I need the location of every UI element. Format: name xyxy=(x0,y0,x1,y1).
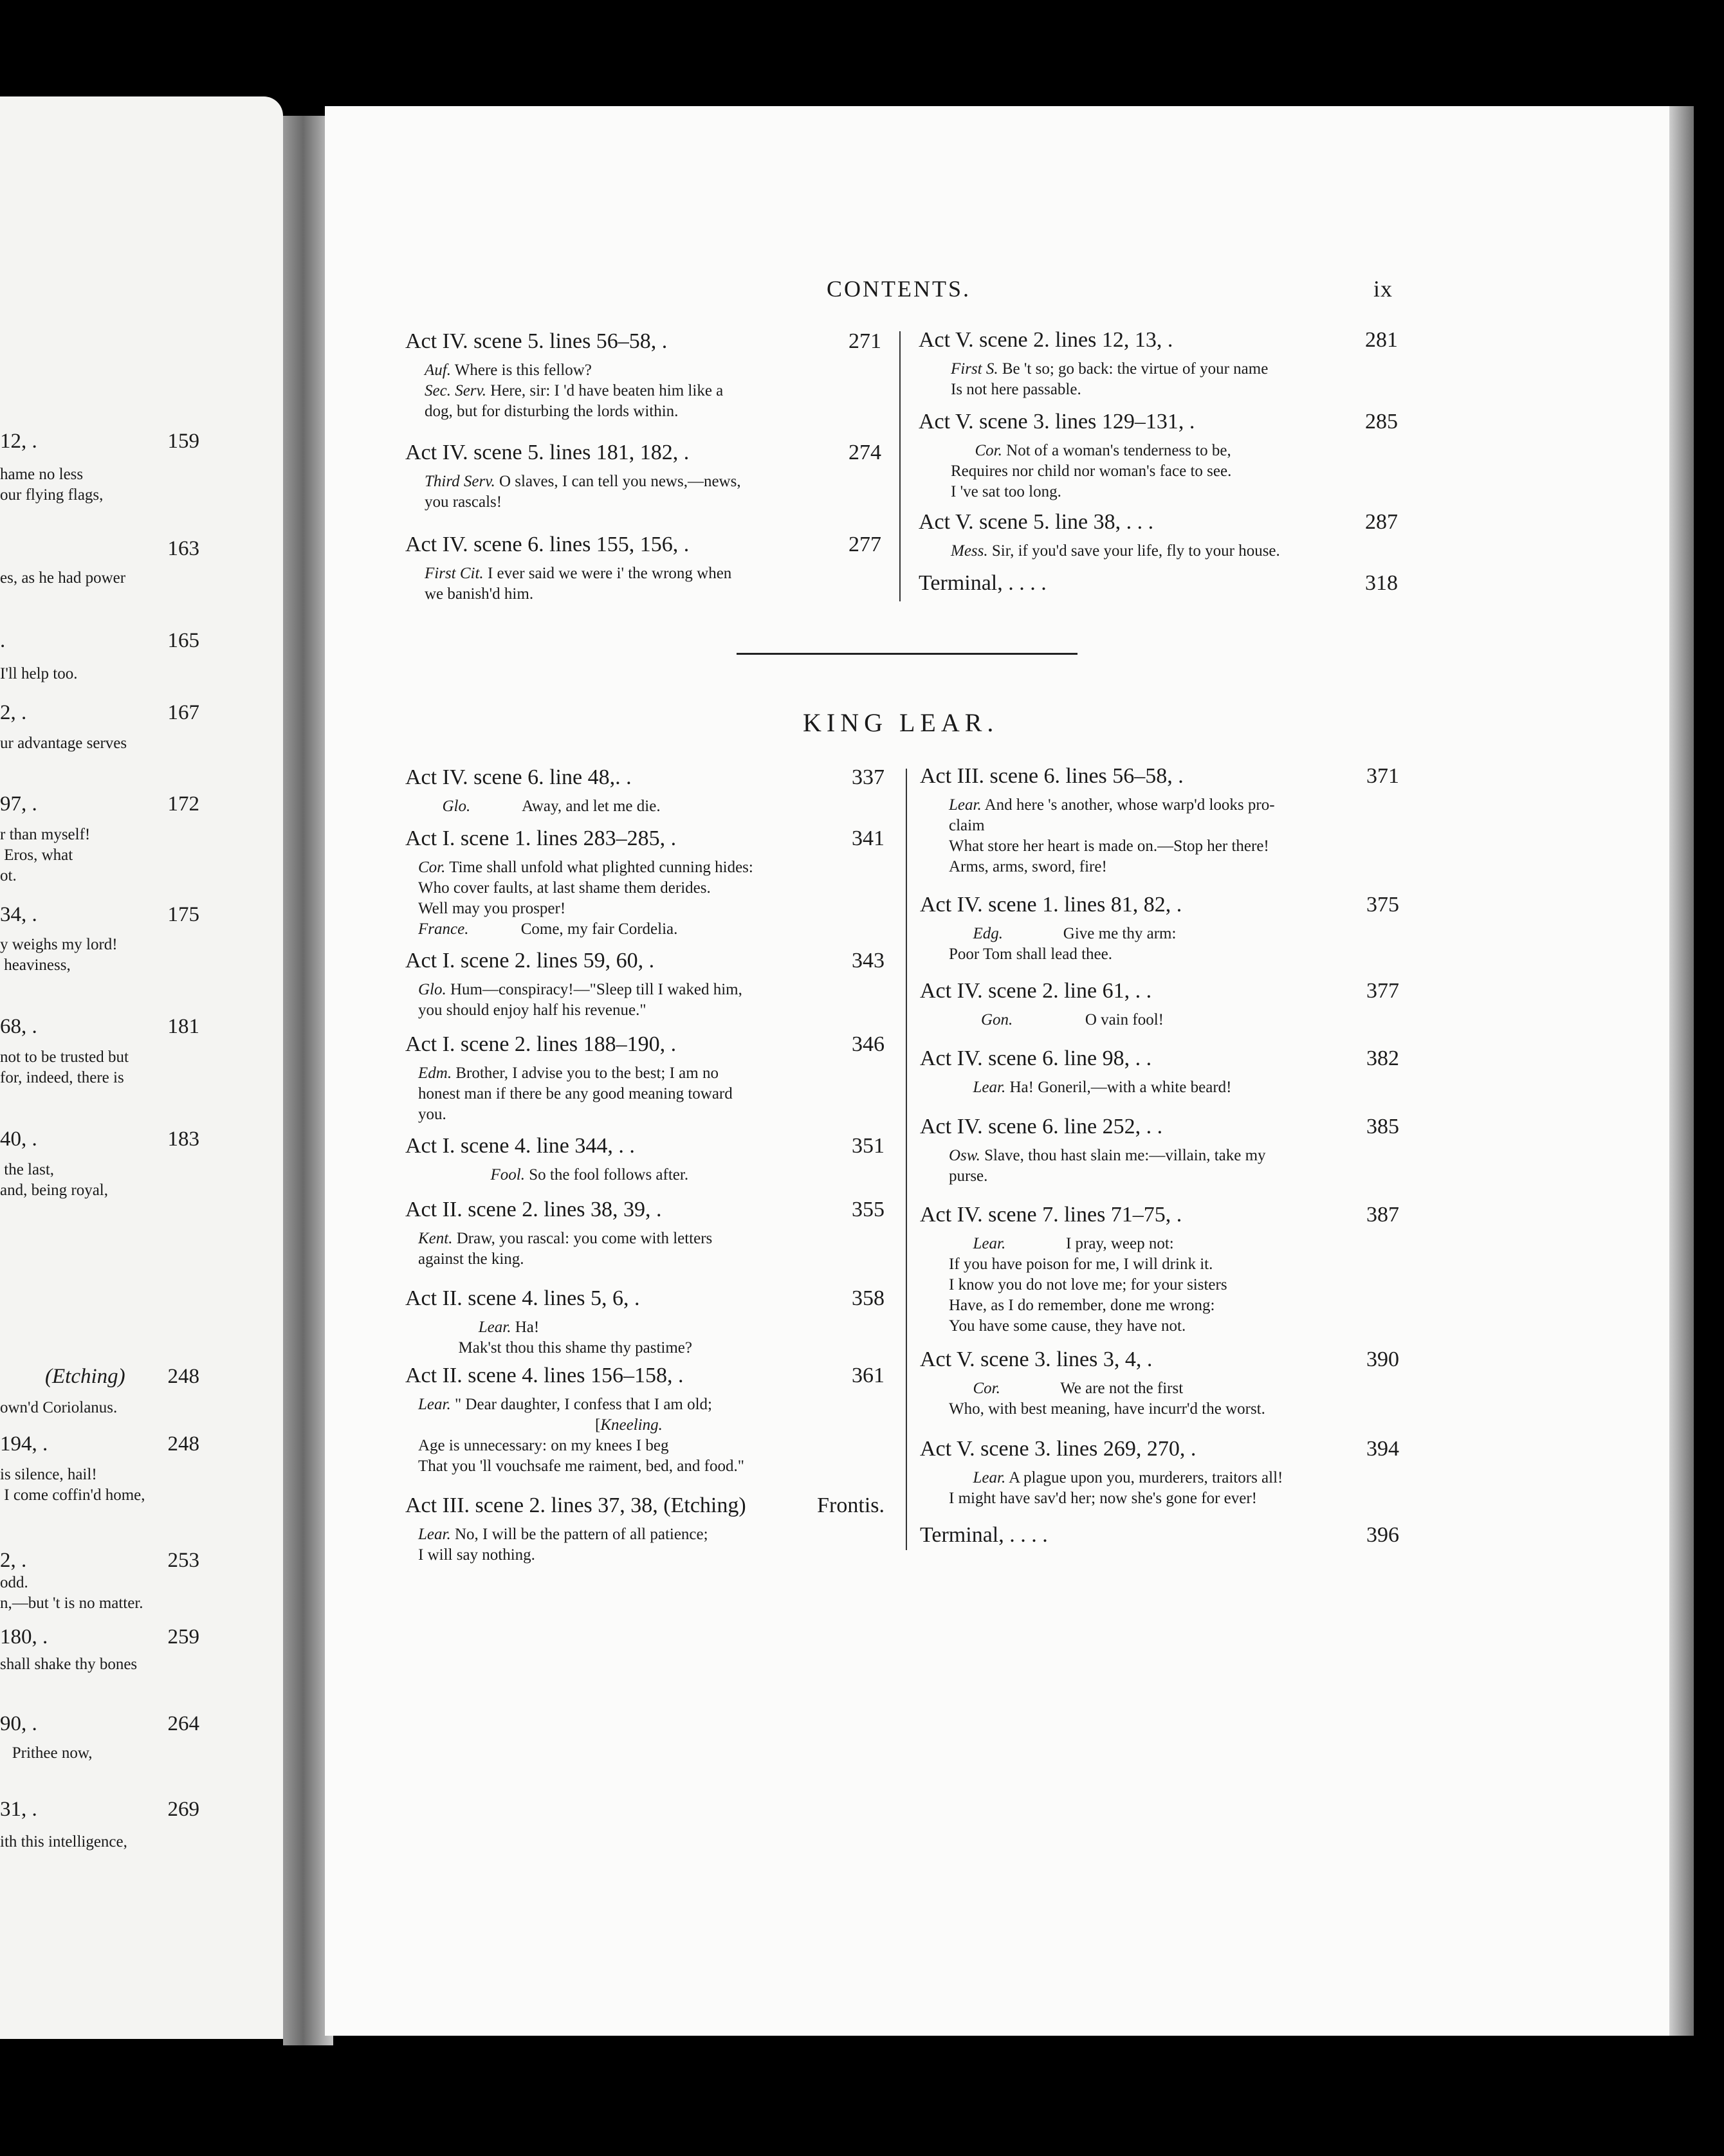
entry-quote: Lear. " Dear daughter, I confess that I am old; [Kneeling. Age is unnecessary: on my knees I beg That you 'll vouchsafe me raiment, bed, and food." xyxy=(418,1396,744,1475)
entry-title: 90, . xyxy=(0,1712,37,1735)
entry-title: 31, . xyxy=(0,1798,37,1821)
entry-title: Act IV. scene 5. lines 56–58, . xyxy=(405,329,668,353)
entry-page: 382 xyxy=(1366,1046,1399,1070)
entry-page: 281 xyxy=(1365,328,1398,352)
left-page-quote: odd. n,—but 't is no matter. xyxy=(0,1574,143,1612)
entry-quote: Cor. Not of a woman's tenderness to be, Requires nor child nor woman's face to see. I 've sat too long. xyxy=(951,442,1232,500)
entry-page: 181 xyxy=(167,1015,199,1038)
entry-title: Act IV. scene 7. lines 71–75, . xyxy=(920,1203,1182,1227)
entry-title: 2, . xyxy=(0,701,27,724)
section-title: KING LEAR. xyxy=(803,708,999,737)
entry-title: 12, . xyxy=(0,430,37,453)
entry-page: 167 xyxy=(167,701,199,724)
entry-title: 97, . xyxy=(0,792,37,816)
entry-page: 396 xyxy=(1366,1523,1399,1547)
entry-title: Act V. scene 3. lines 129–131, . xyxy=(919,410,1195,434)
entry-quote: Mess. Sir, if you'd save your life, fly to your house. xyxy=(951,542,1280,560)
entry-page: 277 xyxy=(848,533,881,556)
entry-page: 341 xyxy=(852,827,885,850)
left-page-quote: the last, and, being royal, xyxy=(0,1161,109,1199)
entry-page: 358 xyxy=(852,1286,885,1310)
entry-title: Act I. scene 4. line 344, . . xyxy=(405,1134,635,1158)
entry-page: 269 xyxy=(167,1798,199,1821)
entry-page: 287 xyxy=(1365,510,1398,534)
entry-quote: Osw. Slave, thou hast slain me:—villain, take my purse. xyxy=(949,1147,1266,1185)
entry-quote: Cor. Time shall unfold what plighted cunning hides: Who cover faults, at last shame them derides. Well may you prosper! France. Come, my fair Cordelia. xyxy=(418,859,753,938)
entry-page: 175 xyxy=(167,903,199,926)
entry-page: 274 xyxy=(848,441,881,464)
entry-quote: Cor. We are not the first Who, with best meaning, have incurr'd the worst. xyxy=(949,1380,1265,1418)
entry-title: Act IV. scene 1. lines 81, 82, . xyxy=(920,893,1182,917)
entry-page: 337 xyxy=(852,765,885,789)
entry-page: 285 xyxy=(1365,410,1398,434)
entry-quote: Fool. So the fool follows after. xyxy=(490,1166,689,1183)
entry-title: Act II. scene 4. lines 5, 6, . xyxy=(405,1286,640,1310)
entry-title: Act IV. scene 6. line 48,. . xyxy=(405,765,632,789)
entry-title: Act IV. scene 6. line 252, . . xyxy=(920,1115,1163,1138)
entry-page: 343 xyxy=(852,949,885,973)
entry-quote: Kent. Draw, you rascal: you come with letters against the king. xyxy=(418,1230,713,1268)
entry-title: 194, . xyxy=(0,1432,48,1456)
entry-page: 390 xyxy=(1366,1348,1399,1371)
entry-page: 248 xyxy=(167,1432,199,1456)
column-divider xyxy=(899,331,901,601)
entry-quote: Lear. Ha! Mak'st thou this shame thy pastime? xyxy=(458,1319,692,1357)
entry-quote: Lear. A plague upon you, murderers, traitors all! I might have sav'd her; now she's gone for ever! xyxy=(949,1469,1283,1507)
book-edge xyxy=(1669,106,1694,2036)
entry-quote: Lear. No, I will be the pattern of all patience; I will say nothing. xyxy=(418,1526,708,1564)
left-page-quote: y weighs my lord! heaviness, xyxy=(0,936,118,974)
entry-page: 394 xyxy=(1366,1437,1399,1461)
entry-quote: Edg. Give me thy arm: Poor Tom shall lead thee. xyxy=(949,925,1177,963)
entry-page: 163 xyxy=(167,537,199,560)
entry-title: Act V. scene 3. lines 3, 4, . xyxy=(920,1348,1153,1371)
entry-page: 165 xyxy=(167,629,199,652)
entry-quote: First S. Be 't so; go back: the virtue of your name Is not here passable. xyxy=(951,360,1269,398)
entry-title: Terminal, . . . . xyxy=(919,571,1047,595)
entry-quote: First Cit. I ever said we were i' the wrong when we banish'd him. xyxy=(425,565,732,603)
entry-title: 40, . xyxy=(0,1128,37,1151)
entry-quote: Lear. Ha! Goneril,—with a white beard! xyxy=(973,1079,1232,1096)
left-page-quote: r than myself! Eros, what ot. xyxy=(0,826,91,884)
entry-title: Act V. scene 3. lines 269, 270, . xyxy=(920,1437,1197,1461)
entry-title: 2, . xyxy=(0,1549,27,1572)
entry-title: Act IV. scene 6. lines 155, 156, . xyxy=(405,533,690,556)
entry-title: Act I. scene 2. lines 188–190, . xyxy=(405,1032,677,1056)
entry-title: Act V. scene 5. line 38, . . . xyxy=(919,510,1154,534)
section-rule xyxy=(737,653,1078,655)
left-page-quote: hame no less our flying flags, xyxy=(0,466,104,504)
entry-page: 377 xyxy=(1366,979,1399,1003)
entry-page: 375 xyxy=(1366,893,1399,917)
entry-title: Act II. scene 4. lines 156–158, . xyxy=(405,1364,684,1387)
entry-page: 355 xyxy=(852,1198,885,1221)
entry-page: 318 xyxy=(1365,571,1398,595)
entry-title: . xyxy=(0,629,6,652)
left-page-quote: ur advantage serves xyxy=(0,735,127,752)
left-page-quote: is silence, hail! I come coffin'd home, xyxy=(0,1466,145,1504)
entry-title: Act II. scene 2. lines 38, 39, . xyxy=(405,1198,662,1221)
entry-title: Act IV. scene 6. line 98, . . xyxy=(920,1046,1152,1070)
entry-quote: Auf. Where is this fellow? Sec. Serv. Here, sir: I 'd have beaten him like a dog, but for disturbing the lords within. xyxy=(425,361,724,420)
entry-title: Act I. scene 1. lines 283–285, . xyxy=(405,827,677,850)
left-page-quote: I'll help too. xyxy=(0,665,78,682)
entry-page: 159 xyxy=(167,430,199,453)
left-page-quote: own'd Coriolanus. xyxy=(0,1399,118,1416)
entry-title: Act I. scene 2. lines 59, 60, . xyxy=(405,949,655,973)
column-divider xyxy=(906,769,907,1550)
entry-page: 183 xyxy=(167,1128,199,1151)
entry-title: (Etching) xyxy=(45,1365,125,1388)
entry-title: Terminal, . . . . xyxy=(920,1523,1048,1547)
entry-title: Act III. scene 6. lines 56–58, . xyxy=(920,764,1184,788)
entry-quote: Edm. Brother, I advise you to the best; I am no honest man if there be any good meaning toward you. xyxy=(418,1064,733,1123)
entry-quote: Glo. Away, and let me die. xyxy=(442,798,661,815)
entry-page: 346 xyxy=(852,1032,885,1056)
entry-title: 68, . xyxy=(0,1015,37,1038)
entry-quote: Gon. O vain fool! xyxy=(981,1011,1164,1028)
left-page-quote: es, as he had power xyxy=(0,569,126,587)
entry-quote: Lear. I pray, weep not: If you have poison for me, I will drink it. I know you do not love me; for your sisters Have, as I do remember, done me wrong: You have some cause, they have not. xyxy=(949,1235,1227,1335)
entry-page: 385 xyxy=(1366,1115,1399,1138)
page-number: ix xyxy=(1373,276,1393,302)
entry-quote: Third Serv. O slaves, I can tell you news,—news, you rascals! xyxy=(425,473,741,511)
entry-page: 361 xyxy=(852,1364,885,1387)
entry-page: 248 xyxy=(167,1365,199,1388)
left-page-quote: ith this intelligence, xyxy=(0,1833,127,1850)
entry-page: 387 xyxy=(1366,1203,1399,1227)
running-head-title: CONTENTS. xyxy=(827,276,971,302)
entry-title: Act V. scene 2. lines 12, 13, . xyxy=(919,328,1173,352)
entry-page: Frontis. xyxy=(817,1494,885,1517)
entry-quote: Glo. Hum—conspiracy!—"Sleep till I waked him, you should enjoy half his revenue." xyxy=(418,981,742,1019)
entry-quote: Lear. And here 's another, whose warp'd looks pro- claim What store her heart is made on.—Stop her there! Arms, arms, sword, fire! xyxy=(949,796,1275,875)
entry-title: 180, . xyxy=(0,1625,48,1649)
entry-title: Act III. scene 2. lines 37, 38, (Etching) xyxy=(405,1494,746,1517)
entry-page: 271 xyxy=(848,329,881,353)
left-page-quote: not to be trusted but for, indeed, there is xyxy=(0,1048,129,1086)
entry-title: 34, . xyxy=(0,903,37,926)
left-page-quote: shall shake thy bones xyxy=(0,1656,138,1673)
entry-page: 264 xyxy=(167,1712,199,1735)
entry-title: Act IV. scene 2. line 61, . . xyxy=(920,979,1152,1003)
entry-title: Act IV. scene 5. lines 181, 182, . xyxy=(405,441,690,464)
left-page-quote: Prithee now, xyxy=(0,1744,93,1762)
entry-page: 259 xyxy=(167,1625,199,1649)
entry-page: 172 xyxy=(167,792,199,816)
entry-page: 253 xyxy=(167,1549,199,1572)
entry-page: 351 xyxy=(852,1134,885,1158)
entry-page: 371 xyxy=(1366,764,1399,788)
